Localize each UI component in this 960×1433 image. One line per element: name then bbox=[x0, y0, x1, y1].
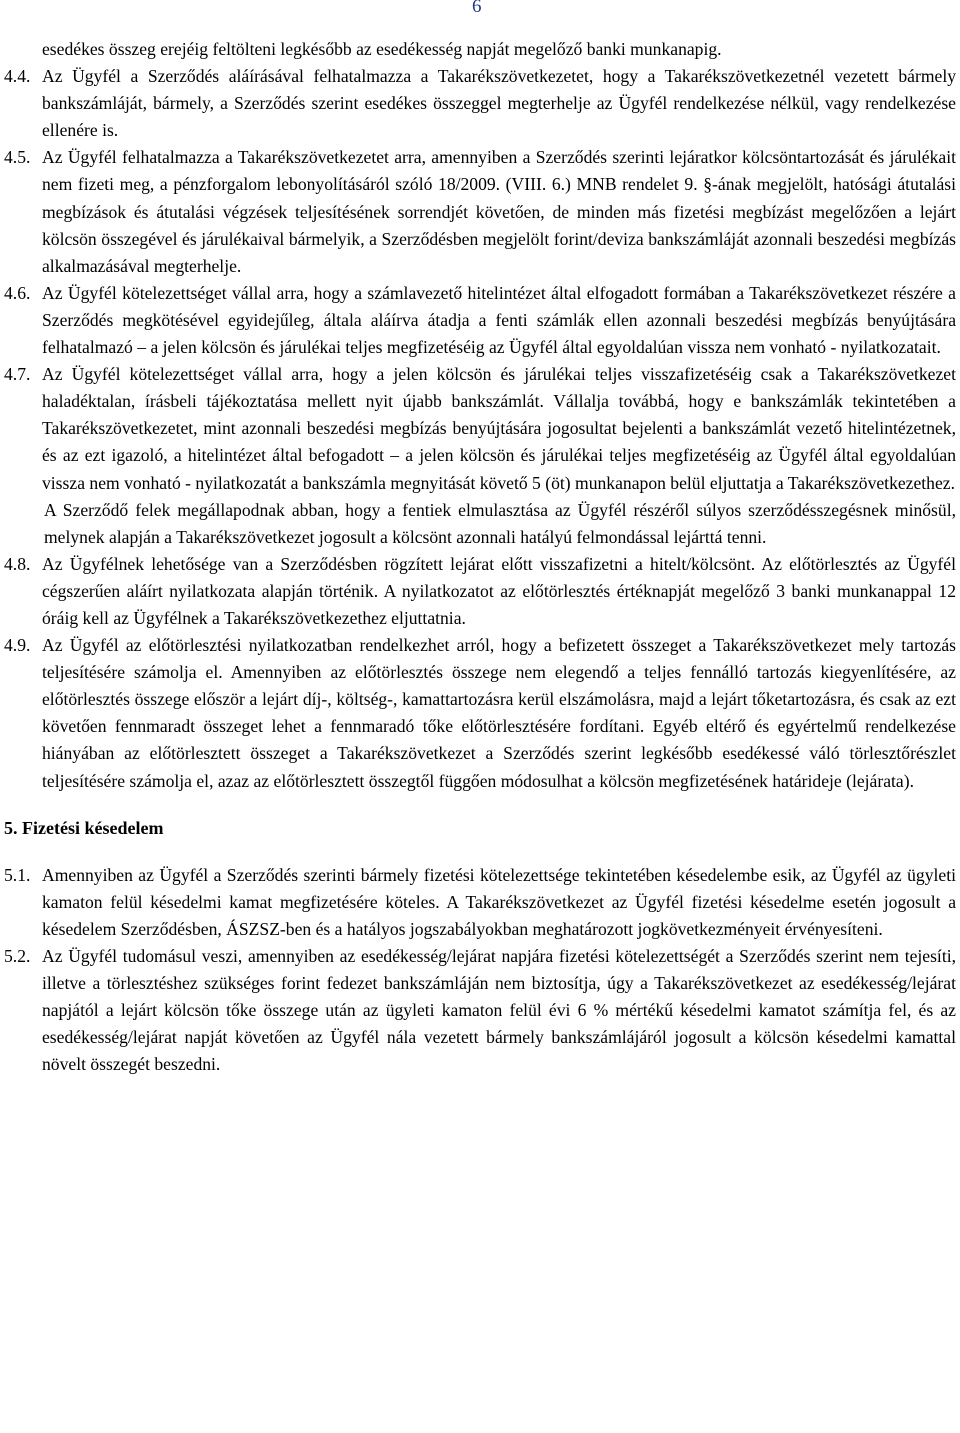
clause-text: Az Ügyfél kötelezettséget vállal arra, hogy a jelen kölcsön és járulékai teljes visszafizetéséig csak a Takarékszövetkezet haladéktalan, írásbeli tájékoztatása mellett nyit újabb bankszámlát. Vállalja továbbá, hogy e bankszámlák tekintetében a Takarékszövetkezetet, mint azonnali beszedési megbízás benyújtására jogosultat bejelenti a bankszámlát vezető hitelintézetnek, és az ezt igazoló, a hitelintézet által befogadott – a jelen kölcsön és járulékai teljes megfizetéséig az Ügyfél által egyoldalúan vissza nem vonható - nyilatkozatát a bankszámla megnyitását követő 5 (öt) munkanapon belül eljuttatja a Takarékszövetkezethez. bbox=[42, 364, 956, 493]
clause-4-6 bbox=[4, 280, 956, 361]
clause-text: Az Ügyfél kötelezettséget vállal arra, hogy a számlavezető hitelintézet által elfogadott formában a Takarékszövetkezet részére a Szerződés megkötésével egyidejűleg, általa aláírva átadja a fenti számlák ellen azonnali beszedési megbízás benyújtására felhatalmazó – a jelen kölcsön és járulékai teljes megfizetéséig az Ügyfél által egyoldalúan vissza nem vonható - nyilatkozatait. bbox=[42, 282, 956, 358]
continuation-paragraph bbox=[4, 36, 956, 63]
page-number: 6 bbox=[472, 0, 482, 17]
clause-number: 4.8. bbox=[4, 553, 31, 574]
clause-5-1 bbox=[4, 862, 956, 943]
clause-extra-text: A Szerződő felek megállapodnak abban, hogy a fentiek elmulasztása az Ügyfél részéről súlyos szerződésszegésnek minősül, melynek alapján a Takarékszövetkezet jogosult a kölcsönt azonnali hatályú felmondással lejárttá tenni. bbox=[44, 499, 956, 547]
clause-text: Az Ügyfél tudomásul veszi, amennyiben az esedékesség/lejárat napjára fizetési kötelezettségét a Szerződés szerint nem tejesíti, illetve a törlesztéshez szükséges forint fedezet bankszámláján nem biztosítja, úgy a Takarékszövetkezet az esedékesség/lejárat napjától a lejárt kölcsön tőke összege után az ügyleti kamaton felül évi 6 % mértékű késedelmi kamatot számítja fel, és az esedékesség/lejárat napját követően az Ügyfél nála vezetett bármely bankszámlájáról jogosult a kölcsön késedelmi kamattal növelt összegét beszedni. bbox=[42, 946, 956, 1075]
clause-text: Az Ügyfél a Szerződés aláírásával felhatalmazza a Takarékszövetkezetet, hogy a Takarékszövetkezetnél vezetett bármely bankszámláját, bármely, a Szerződés szerint esedékes összeggel megterhelje az Ügyfél rendelkezése nélkül, vagy rendelkezése ellenére is. bbox=[42, 66, 956, 141]
clause-text: Az Ügyfélnek lehetősége van a Szerződésben rögzített lejárat előtt visszafizetni a hitelt/kölcsönt. Az előtörlesztés az Ügyfél cégszerűen aláírt nyilatkozata alapján történik. A nyilatkozatot az előtörlesztés értéknapját megelőző 3 banki munkanappal 12 óráig kell az Ügyfélnek a Takarékszövetkezethez eljuttatnia. bbox=[42, 553, 956, 628]
clause-text: Az Ügyfél az előtörlesztési nyilatkozatban rendelkezhet arról, hogy a befizetett összeget a Takarékszövetkezet mely tartozás teljesítésére számolja el. Amennyiben az előtörlesztés összege nem elegendő a teljes fennálló tartozás kiegyenlítésére, az előtörlesztés összege először a lejárt díj-, költség-, kamattartozásra kerül elszámolásra, majd a lejárt tőketartozásra, és csak az ezt követően fennmaradt összeget lehet a fennmaradó tőke előtörlesztésére fordítani. Egyéb eltérő és egyértelmű rendelkezése hiányában az előtörlesztett összeget a Takarékszövetkezet a Szerződés szerint legkésőbb esedékessé váló törlesztőrészlet teljesítésére számolja el, azaz az előtörlesztett összegtől függően módosulhat a kölcsön megfizetésének határideje (lejárata). bbox=[42, 635, 956, 791]
clause-4-4 bbox=[4, 63, 956, 144]
clause-4-7 bbox=[4, 361, 956, 551]
clause-text: Az Ügyfél felhatalmazza a Takarékszövetkezetet arra, amennyiben a Szerződés szerinti lejáratkor kölcsöntartozását és járulékait nem fizeti meg, a pénzforgalom lebonyolításáról szóló 18/2009. (VIII. 6.) MNB rendelet 9. §-ának megjelölt, hatósági átutalási megbízások és átutalási végzések teljesítésének sorrendjét követően, de minden más fizetési megbízást megelőzően a lejárt kölcsön összegével és járulékaival bármelyik, a Szerződésben megjelölt forint/deviza bankszámláját azonnali beszedési megbízás alkalmazásával megterhelje. bbox=[42, 147, 956, 276]
clause-number: 4.7. bbox=[4, 364, 31, 385]
clause-number: 4.4. bbox=[4, 66, 31, 87]
clause-number: 5.1. bbox=[4, 864, 31, 885]
document-body bbox=[4, 36, 956, 1078]
clause-number: 4.6. bbox=[4, 282, 31, 303]
clause-text: Amennyiben az Ügyfél a Szerződés szerinti bármely fizetési kötelezettsége tekintetében késedelembe esik, az Ügyfél az ügyleti kamaton felül késedelmi kamat megfizetésére köteles. A Takarékszövetkezet az Ügyfél fizetési késedelme esetén jogosult a késedelem Szerződésben, ÁSZSZ-ben és a hatályos jogszabályokban meghatározott jogkövetkezményeit érvényesíteni. bbox=[42, 864, 956, 939]
clause-4-5 bbox=[4, 144, 956, 279]
clause-4-8 bbox=[4, 551, 956, 632]
clause-number: 4.9. bbox=[4, 635, 31, 656]
clause-number: 5.2. bbox=[4, 946, 31, 966]
section-heading: 5. Fizetési késedelem bbox=[4, 817, 164, 838]
clause-4-9 bbox=[4, 632, 956, 795]
clause-number: 4.5. bbox=[4, 147, 31, 168]
clause-5-2 bbox=[4, 943, 956, 1078]
continuation-text: esedékes összeg erejéig feltölteni legkésőbb az esedékesség napját megelőző banki munkanapig. bbox=[42, 39, 722, 59]
